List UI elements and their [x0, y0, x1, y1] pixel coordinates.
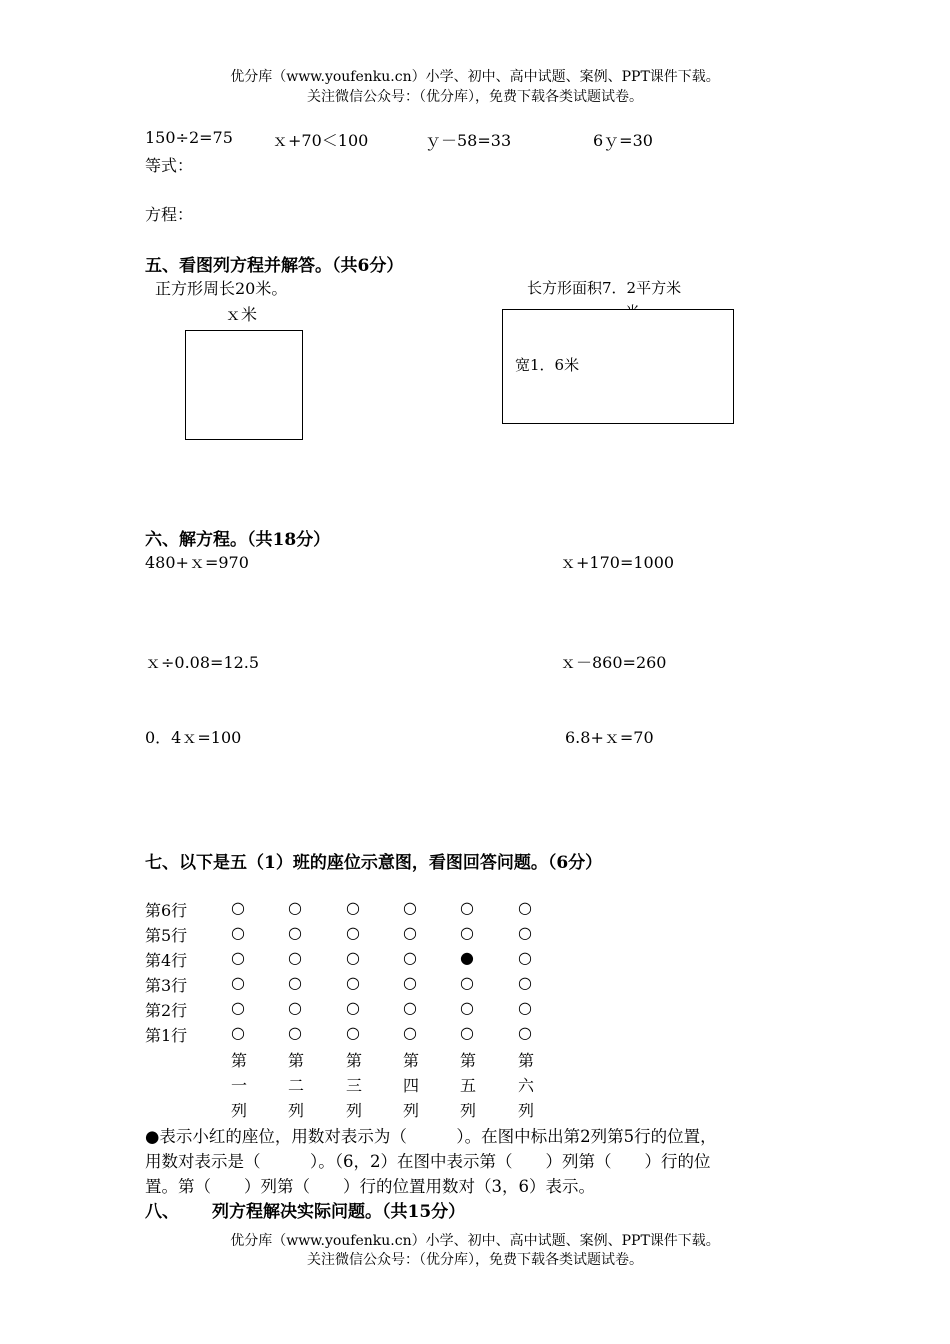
- seat: ○: [231, 1023, 245, 1042]
- equation-label: 方程：: [145, 205, 194, 224]
- row-label: 第3行: [145, 976, 188, 995]
- row-label: 第6行: [145, 901, 188, 920]
- seat: ○: [460, 1023, 474, 1042]
- seat: ○: [460, 923, 474, 942]
- expression-4: 6ｙ=30: [593, 131, 653, 150]
- row-label: 第1行: [145, 1026, 188, 1045]
- square-side-label: ｘ米: [225, 305, 258, 324]
- seat: ○: [518, 923, 532, 942]
- seat: ○: [346, 1023, 360, 1042]
- equation-item: ｘ+170=1000: [560, 553, 675, 572]
- section5-title: 五、看图列方程并解答。（共6分）: [145, 256, 404, 276]
- expression-3: ｙ－58=33: [425, 131, 512, 150]
- rectangle-width-label: 宽1．6米: [515, 356, 580, 374]
- seat: ○: [231, 973, 245, 992]
- seat: ○: [518, 898, 532, 917]
- equation-item: 6.8+ｘ=70: [565, 728, 654, 747]
- seat: ○: [288, 948, 302, 967]
- seat: ○: [231, 998, 245, 1017]
- seat: ○: [403, 898, 417, 917]
- section8-title: 列方程解决实际问题。（共15分）: [212, 1202, 466, 1222]
- column-label-char: 列: [459, 1101, 476, 1120]
- question-line-3: 置。第（ ）列第（ ）行的位置用数对（3，6）表示。: [145, 1177, 595, 1196]
- column-label-char: 第: [402, 1051, 419, 1070]
- equation-item: 480+ｘ=970: [145, 553, 249, 572]
- column-label-char: 第: [230, 1051, 247, 1070]
- column-label-char: 第: [517, 1051, 534, 1070]
- row-label: 第4行: [145, 951, 188, 970]
- seat: ○: [518, 1023, 532, 1042]
- seat: ○: [518, 948, 532, 967]
- section8-number: 八、: [145, 1202, 179, 1222]
- seat: ○: [231, 948, 245, 967]
- seat: ○: [518, 998, 532, 1017]
- seat: ○: [403, 923, 417, 942]
- column-label-char: 三: [345, 1076, 362, 1095]
- rectangle-caption: 长方形面积7．2平方米: [527, 279, 682, 297]
- equation-item: ｘ÷0.08=12.5: [145, 653, 260, 672]
- column-label-char: 六: [517, 1076, 534, 1095]
- site-header-line2: 关注微信公众号：（优分库），免费下载各类试题试卷。: [307, 89, 643, 105]
- question-line-2: 用数对表示是（ ）。（6，2）在图中表示第（ ）列第（ ）行的位: [145, 1152, 711, 1171]
- seat: ○: [346, 923, 360, 942]
- column-label-char: 一: [230, 1076, 247, 1095]
- site-footer-line1: 优分库（www.youfenku.cn）小学、初中、高中试题、案例、PPT课件下载。: [230, 1233, 720, 1249]
- expression-1: 150÷2=75: [145, 128, 233, 147]
- seat: ○: [288, 898, 302, 917]
- seat: ○: [460, 998, 474, 1017]
- seat: ○: [346, 948, 360, 967]
- row-label: 第2行: [145, 1001, 188, 1020]
- row-label: 第5行: [145, 926, 188, 945]
- section6-title: 六、解方程。（共18分）: [145, 530, 331, 550]
- column-label-char: 列: [402, 1101, 419, 1120]
- seat: ○: [346, 898, 360, 917]
- seat: ○: [403, 948, 417, 967]
- equation-item: 0．4ｘ=100: [145, 728, 242, 747]
- column-label-char: 列: [287, 1101, 304, 1120]
- column-label-char: 四: [402, 1076, 419, 1095]
- column-label-char: 列: [345, 1101, 362, 1120]
- seat: ○: [460, 898, 474, 917]
- seat: ○: [231, 923, 245, 942]
- square-figure: [185, 330, 303, 440]
- question-line-1: ●表示小红的座位，用数对表示为（ ）。在图中标出第2列第5行的位置，: [145, 1127, 717, 1146]
- equation-item: ｘ－860=260: [560, 653, 667, 672]
- seat: ○: [231, 898, 245, 917]
- column-label-char: 五: [459, 1076, 476, 1095]
- seat: ○: [288, 973, 302, 992]
- seat: ○: [518, 973, 532, 992]
- column-label-char: 第: [345, 1051, 362, 1070]
- seat: ○: [288, 998, 302, 1017]
- seat: ○: [403, 1023, 417, 1042]
- equality-label: 等式：: [145, 156, 194, 175]
- section7-title: 七、以下是五（1）班的座位示意图，看图回答问题。（6分）: [145, 853, 603, 873]
- seat: ○: [403, 998, 417, 1017]
- square-caption: 正方形周长20米。: [155, 279, 288, 298]
- seat: ○: [460, 973, 474, 992]
- column-label-char: 第: [459, 1051, 476, 1070]
- seat: ○: [288, 1023, 302, 1042]
- seat: ○: [288, 923, 302, 942]
- expression-2: ｘ+70＜100: [272, 131, 369, 150]
- column-label-char: 列: [230, 1101, 247, 1120]
- column-label-char: 第: [287, 1051, 304, 1070]
- column-label-char: 列: [517, 1101, 534, 1120]
- seat: ○: [346, 973, 360, 992]
- seat: ○: [346, 998, 360, 1017]
- column-label-char: 二: [287, 1076, 304, 1095]
- seat: ○: [403, 973, 417, 992]
- site-footer-line2: 关注微信公众号：（优分库），免费下载各类试题试卷。: [307, 1252, 643, 1268]
- site-header-line1: 优分库（www.youfenku.cn）小学、初中、高中试题、案例、PPT课件下载。: [230, 69, 720, 85]
- seat-xiaohong: ●: [460, 948, 474, 967]
